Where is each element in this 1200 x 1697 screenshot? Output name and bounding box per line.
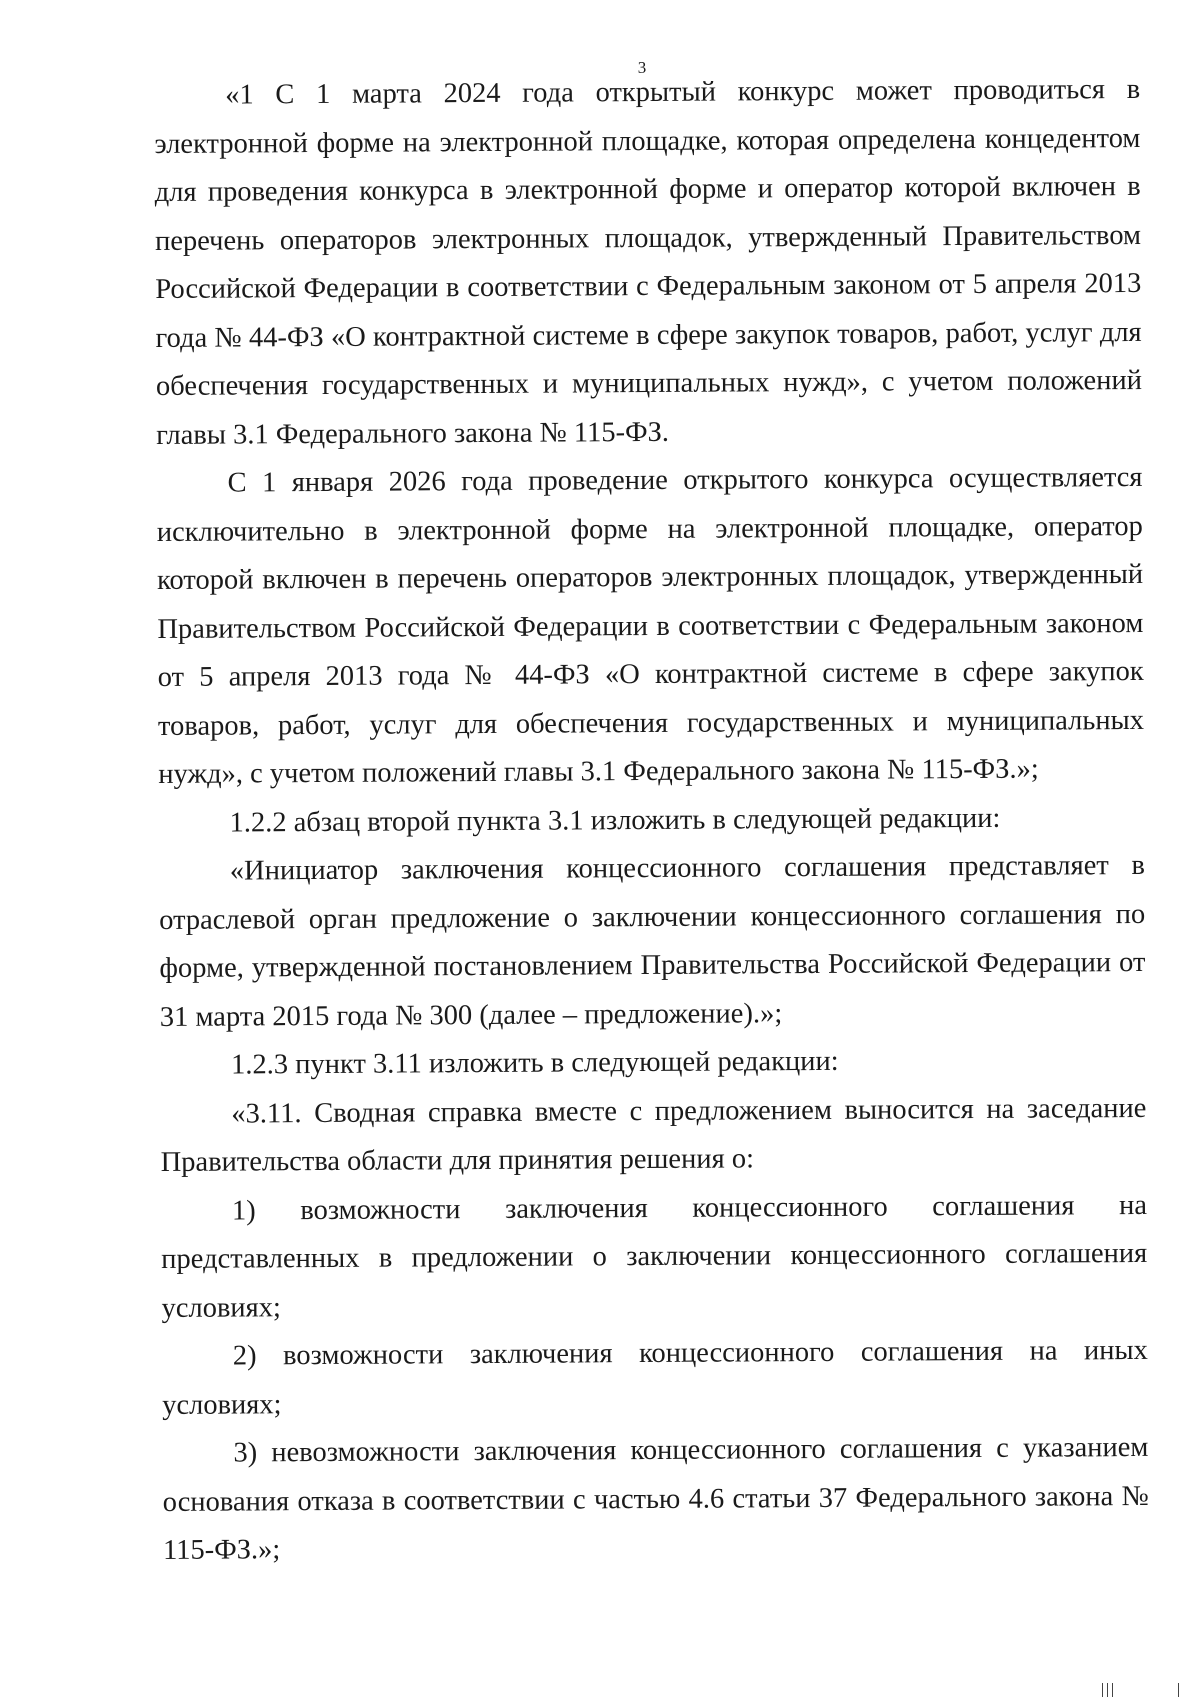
- paragraph-competition-electronic-form: «1 С 1 марта 2024 года открытый конкурс может проводиться в электронной форме на электронной площадке, которая определена концедентом для проведения конкурса в электронной форме и оператор которой включен в перечень операторов электронных площадок, утвержденный Правительством Российской Федерации в соответствии с Федеральным законом от 5 апреля 2013 года № 44-ФЗ «О контрактной системе в сфере закупок товаров, работ, услуг для обеспечения государственных и муниципальных нужд», с учетом положений главы 3.1 Федерального закона № 115-ФЗ.: [154, 73, 1142, 451]
- document-body: [154, 66, 1149, 1575]
- scan-edge-mark: [1178, 1683, 1179, 1697]
- scan-edge-mark: [1107, 1683, 1108, 1697]
- paragraph-item-1-2-2: 1.2.2 абзац второй пункта 3.1 изложить в следующей редакции:: [229, 802, 1001, 839]
- list-item-option-3: 3) невозможности заключения концессионного соглашения с указанием основания отказа в соответствии с частью 4.6 статьи 37 Федерального закона № 115-ФЗ.»;: [162, 1431, 1149, 1566]
- paragraph-item-3-11: «3.11. Сводная справка вместе с предложением выносится на заседание Правительства области для принятия решения о:: [160, 1092, 1147, 1178]
- paragraph-initiator-proposal: «Инициатор заключения концессионного соглашения представляет в отраслевой орган предложение о заключении концессионного соглашения по форме, утвержденной постановлением Правительства Российской Федерации от 31 марта 2015 года № 300 (далее – предложение).»;: [159, 849, 1146, 1033]
- list-item-option-2: 2) возможности заключения концессионного соглашения на иных условиях;: [162, 1334, 1148, 1421]
- list-item-option-1: 1) возможности заключения концессионного соглашения на представленных в предложении о заключении концессионного соглашения условиях;: [161, 1189, 1148, 1324]
- paragraph-item-1-2-3: 1.2.3 пункт 3.11 изложить в следующей редакции:: [230, 1045, 839, 1081]
- scan-edge-mark: [1112, 1683, 1113, 1697]
- page-number: 3: [637, 58, 647, 77]
- paragraph-competition-2026: С 1 января 2026 года проведение открытого конкурса осуществляется исключительно в электронной форме на электронной площадке, оператор которой включен в перечень операторов электронных площадок, утвержденный Правительством Российской Федерации в соответствии с Федеральным законом от 5 апреля 2013 года № 44-ФЗ «О контрактной системе в сфере закупок товаров, работ, услуг для обеспечения государственных и муниципальных нужд», с учетом положений главы 3.1 Федерального закона № 115-ФЗ.»;: [156, 461, 1145, 790]
- scan-edge-mark: [1102, 1683, 1103, 1697]
